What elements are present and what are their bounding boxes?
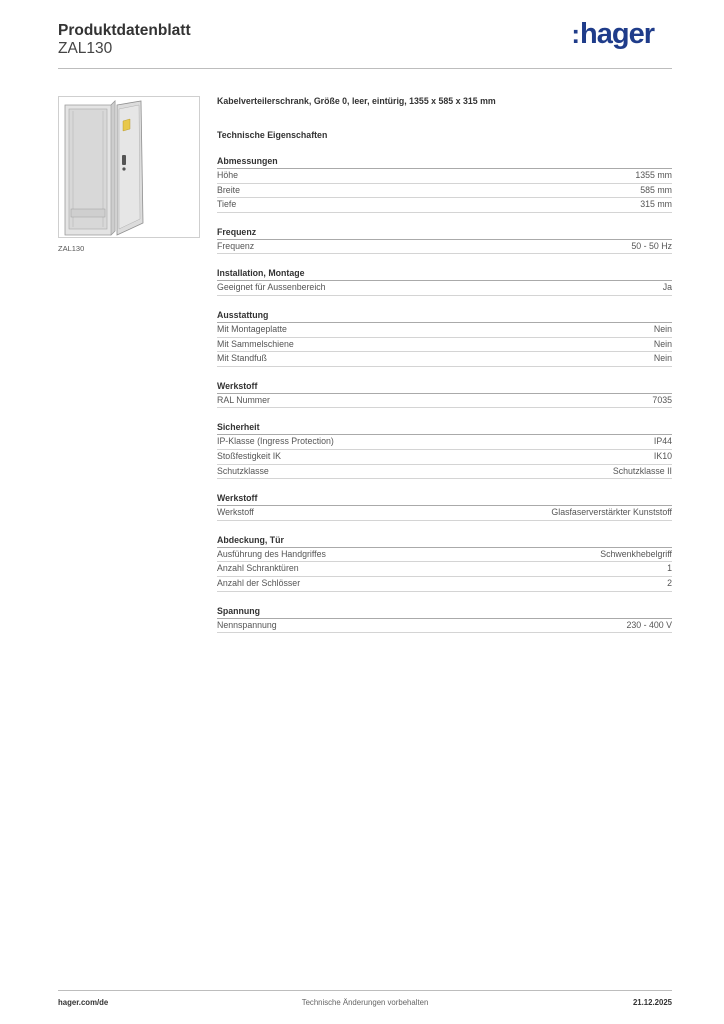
spec-label: Stoßfestigkeit IK: [217, 450, 282, 461]
spec-value: Glasfaserverstärkter Kunststoff: [551, 507, 672, 518]
page-header: [58, 20, 672, 70]
section-title: Werkstoff: [217, 493, 672, 506]
spec-label: Anzahl der Schlösser: [217, 577, 301, 588]
spec-value: Nein: [653, 323, 672, 334]
spec-row: [217, 352, 672, 367]
spec-row: [217, 338, 672, 353]
spec-row: [217, 323, 672, 338]
spec-label: Anzahl Schranktüren: [217, 563, 299, 574]
spec-label: RAL Nummer: [217, 394, 270, 405]
spec-row: [217, 394, 672, 409]
cabinet-illustration: [59, 97, 199, 237]
header-divider: [58, 68, 672, 69]
section-title: Abdeckung, Tür: [217, 535, 672, 548]
spec-section: [217, 268, 672, 296]
spec-row: [217, 198, 672, 213]
spec-row: [217, 169, 672, 184]
section-title: Spannung: [217, 606, 672, 619]
spec-value: Ja: [662, 282, 672, 293]
spec-value: 315 mm: [640, 199, 672, 210]
product-description: Kabelverteilerschrank, Größe 0, leer, eintürig, 1355 x 585 x 315 mm: [217, 96, 496, 106]
section-title: Frequenz: [217, 227, 672, 240]
spec-row: [217, 281, 672, 296]
spec-value: Nein: [653, 353, 672, 364]
spec-value: Schutzklasse II: [612, 465, 672, 476]
image-caption: ZAL130: [58, 244, 85, 253]
spec-label: Ausführung des Handgriffes: [217, 548, 326, 559]
spec-section: [217, 422, 672, 479]
section-title: Installation, Montage: [217, 268, 672, 281]
spec-value: 2: [667, 577, 672, 588]
spec-value: IK10: [653, 450, 672, 461]
spec-value: Schwenkhebelgriff: [600, 548, 672, 559]
spec-value: 7035: [652, 394, 672, 405]
spec-row: [217, 562, 672, 577]
spec-label: Mit Sammelschiene: [217, 338, 294, 349]
spec-value: Nein: [653, 338, 672, 349]
spec-row: [217, 619, 672, 634]
technical-properties-heading: Technische Eigenschaften: [217, 130, 328, 140]
spec-label: Frequenz: [217, 240, 255, 251]
spec-row: [217, 548, 672, 563]
spec-section: [217, 381, 672, 409]
spec-label: Schutzklasse: [217, 465, 269, 476]
product-code: ZAL130: [58, 40, 113, 57]
section-title: Ausstattung: [217, 310, 672, 323]
spec-label: Höhe: [217, 170, 239, 180]
spec-value: 1355 mm: [635, 170, 672, 180]
spec-label: Tiefe: [217, 199, 237, 210]
spec-row: [217, 240, 672, 255]
spec-section: [217, 606, 672, 634]
footer-date: 21.12.2025: [632, 998, 672, 1007]
document-title: Produktdatenblatt: [58, 22, 191, 39]
footer-website: hager.com/de: [58, 998, 109, 1007]
spec-sections: [217, 156, 672, 633]
spec-value: 50 - 50 Hz: [631, 240, 672, 251]
spec-label: Mit Montageplatte: [217, 323, 287, 334]
spec-row: [217, 577, 672, 592]
spec-label: Nennspannung: [217, 619, 277, 630]
brand-logo: [571, 18, 654, 51]
footer-notice: Technische Änderungen vorbehalten: [301, 998, 429, 1007]
spec-row: [217, 506, 672, 521]
spec-section: [217, 227, 672, 255]
logo-colon-mark: :: [571, 19, 580, 49]
product-image: [58, 96, 200, 238]
spec-value: 230 - 400 V: [626, 619, 672, 630]
footer-divider: [58, 990, 672, 991]
section-title: Abmessungen: [217, 156, 672, 169]
spec-section: [217, 493, 672, 521]
spec-label: IP-Klasse (Ingress Protection): [217, 436, 334, 447]
spec-value: IP44: [653, 436, 672, 447]
spec-section: [217, 156, 672, 213]
spec-value: 1: [667, 563, 672, 574]
spec-row: [217, 184, 672, 199]
spec-value: 585 mm: [640, 184, 672, 195]
spec-row: [217, 435, 672, 450]
logo-text: hager: [580, 18, 654, 50]
spec-row: [217, 450, 672, 465]
page-footer: [58, 998, 672, 1010]
spec-row: [217, 465, 672, 480]
spec-label: Werkstoff: [217, 507, 254, 518]
spec-label: Mit Standfuß: [217, 353, 267, 364]
spec-label: Geeignet für Aussenbereich: [217, 282, 326, 293]
spec-section: [217, 310, 672, 367]
section-title: Sicherheit: [217, 422, 672, 435]
section-title: Werkstoff: [217, 381, 672, 394]
spec-label: Breite: [217, 184, 240, 195]
spec-content: [217, 96, 672, 633]
spec-section: [217, 535, 672, 592]
